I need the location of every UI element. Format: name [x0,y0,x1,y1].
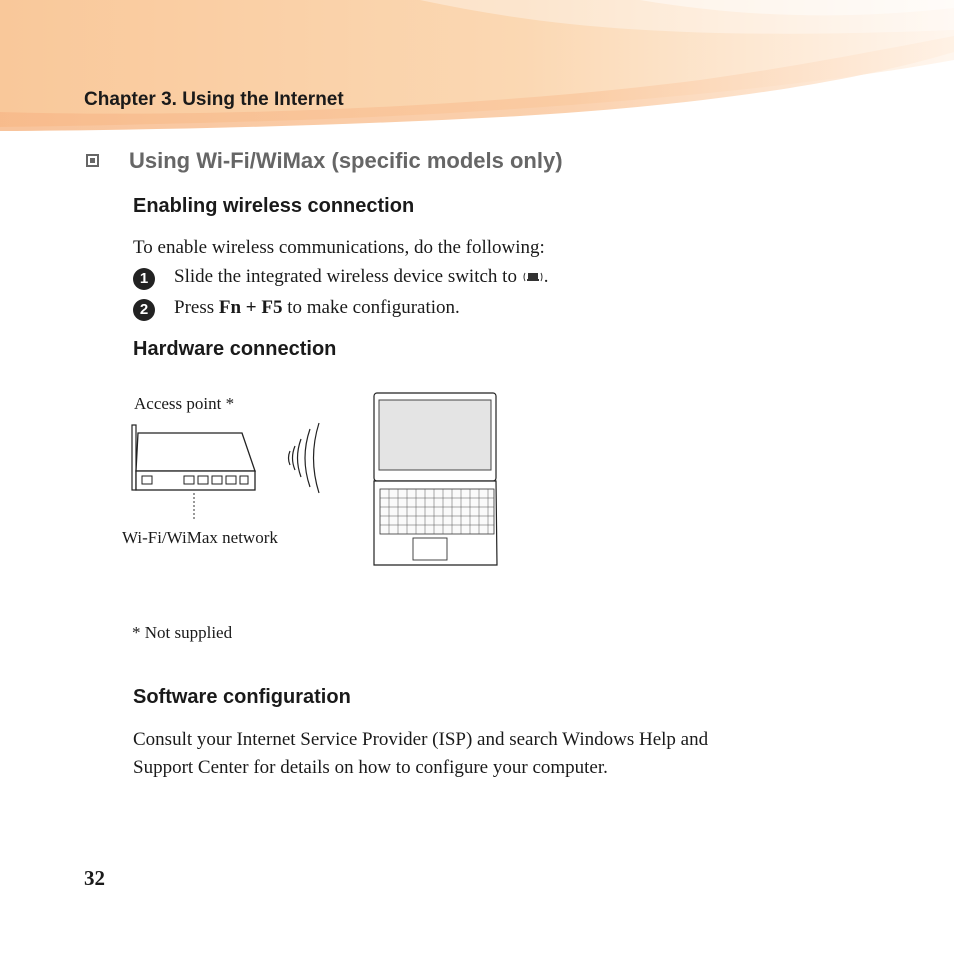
step-2-end: to make configuration. [282,297,460,318]
square-bullet-icon [86,154,99,167]
wireless-signal-icon [289,423,320,493]
section-title-text: Using Wi-Fi/WiMax (specific models only) [129,148,563,173]
wireless-switch-icon [522,270,544,284]
hardware-connection-figure [120,385,510,575]
step-1-text: Slide the integrated wireless device switch to [174,266,517,287]
step-2-number: 2 [133,299,155,321]
footnote: * Not supplied [132,623,233,642]
step-2-text: Press [174,297,219,318]
page-number: 32 [84,866,105,890]
router-illustration [132,425,255,520]
step-1-end: . [543,266,549,287]
section-title [86,148,563,174]
hardware-heading: Hardware connection [133,338,337,360]
software-paragraph [133,726,708,782]
step-2-keys: Fn + F5 [218,297,283,318]
enabling-intro: To enable wireless communications, do the following: [133,237,545,258]
software-paragraph-line-2: Support Center for details on how to configure your computer. [133,757,608,778]
access-point-label: Access point * [134,394,235,413]
header-band [0,0,954,135]
laptop-illustration [374,393,497,565]
software-heading: Software configuration [133,686,351,708]
chapter-header: Chapter 3. Using the Internet [84,89,344,110]
enabling-heading: Enabling wireless connection [133,195,415,217]
software-paragraph-line-1: Consult your Internet Service Provider (ISP) and search Windows Help and [133,729,709,750]
step-1-number: 1 [133,268,155,290]
network-label: Wi-Fi/WiMax network [122,528,278,547]
